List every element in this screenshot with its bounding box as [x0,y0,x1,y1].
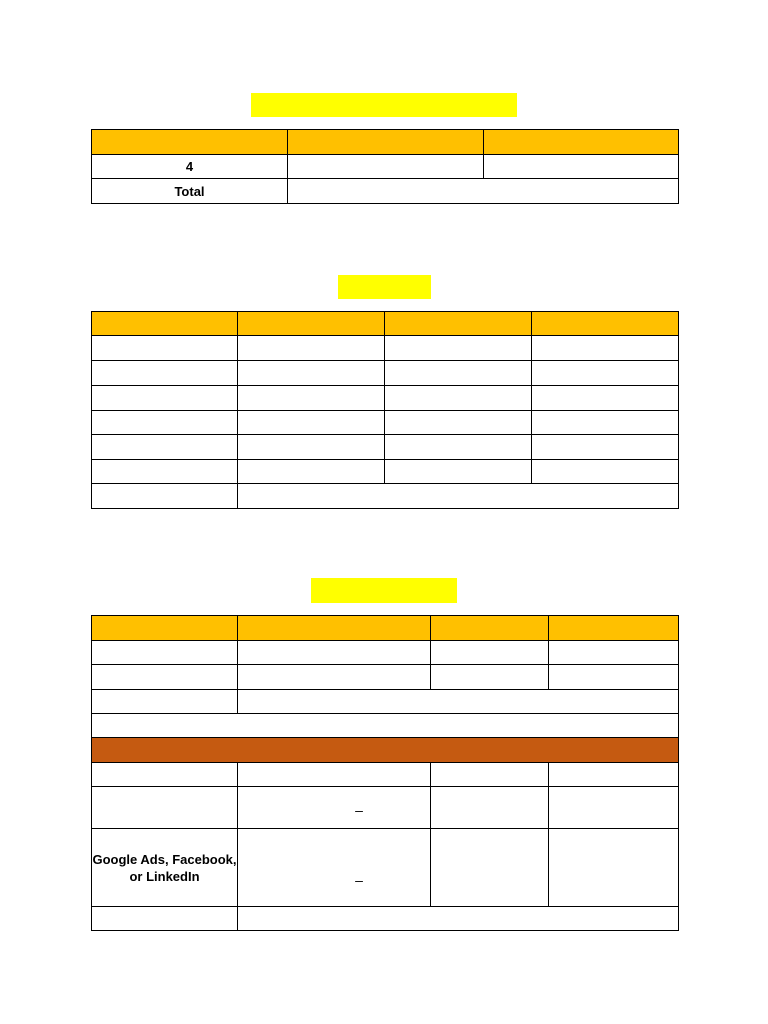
table-header-row [92,616,679,641]
table-cell [92,460,238,484]
table-cell [549,787,679,829]
table-cell [532,435,679,460]
dash-mark: – [355,801,363,818]
section-3-table [91,615,679,931]
table-cell [385,386,532,411]
table-row [92,386,679,411]
table-cell [238,386,385,411]
table-cell [92,690,238,714]
table-cell [92,361,238,386]
table-cell [431,829,549,907]
spacer-cell [92,714,679,738]
table-cell [92,386,238,411]
table-cell [238,435,385,460]
table-cell [431,641,549,665]
row-label: 4 [92,155,288,179]
table-cell [238,361,385,386]
section-1-table [91,129,679,204]
platforms-label: Google Ads, Facebook, or LinkedIn [92,829,238,907]
subtotal-value-cell [238,690,679,714]
header-cell [238,616,431,641]
table-header-row [92,130,679,155]
section-divider-row [92,738,679,763]
table-cell [92,787,238,829]
table-cell [92,411,238,435]
section-2-title-highlight [338,275,431,299]
table-cell [484,155,679,179]
table-cell [385,336,532,361]
table-row [92,336,679,361]
table-cell [385,435,532,460]
total-label: Total [92,179,288,204]
header-cell [385,312,532,336]
table-row [92,460,679,484]
table-row [92,155,679,179]
total-row [92,484,679,509]
total-value-cell [288,179,679,204]
total-value-cell [238,484,679,509]
table-cell [549,641,679,665]
header-cell [288,130,484,155]
table-cell [238,665,431,690]
table-cell [92,763,238,787]
table-cell [532,411,679,435]
table-cell [238,460,385,484]
table-row [92,361,679,386]
table-cell [549,763,679,787]
table-cell [549,829,679,907]
table-cell [532,460,679,484]
table-cell [288,155,484,179]
header-cell [92,616,238,641]
table-row [92,411,679,435]
spacer-row [92,714,679,738]
table-cell [431,787,549,829]
table-cell [532,336,679,361]
table-cell [92,336,238,361]
section-3-title-highlight [311,578,457,603]
header-cell [238,312,385,336]
total-row [92,179,679,204]
dash-mark: – [355,871,363,888]
table-row [92,763,679,787]
table-cell [385,460,532,484]
table-cell [238,411,385,435]
table-row [92,435,679,460]
table-cell [92,907,238,931]
table-cell [92,484,238,509]
table-cell [385,411,532,435]
table-cell [92,665,238,690]
table-row [92,665,679,690]
table-cell [92,641,238,665]
table-cell [238,829,431,907]
header-cell [549,616,679,641]
subtotal-row [92,690,679,714]
table-header-row [92,312,679,336]
table-cell [238,787,431,829]
header-cell [484,130,679,155]
table-cell [238,763,431,787]
header-cell [92,312,238,336]
table-cell [238,336,385,361]
table-row [92,829,679,907]
table-cell [549,665,679,690]
table-cell [431,763,549,787]
section-2-table [91,311,679,509]
table-cell [92,435,238,460]
table-cell [431,665,549,690]
header-cell [92,130,288,155]
header-cell [532,312,679,336]
table-row [92,641,679,665]
total-value-cell [238,907,679,931]
total-row [92,907,679,931]
section-divider-cell [92,738,679,763]
table-row [92,787,679,829]
table-cell [385,361,532,386]
section-1-title-highlight [251,93,517,117]
table-cell [532,361,679,386]
table-cell [532,386,679,411]
table-cell [238,641,431,665]
header-cell [431,616,549,641]
